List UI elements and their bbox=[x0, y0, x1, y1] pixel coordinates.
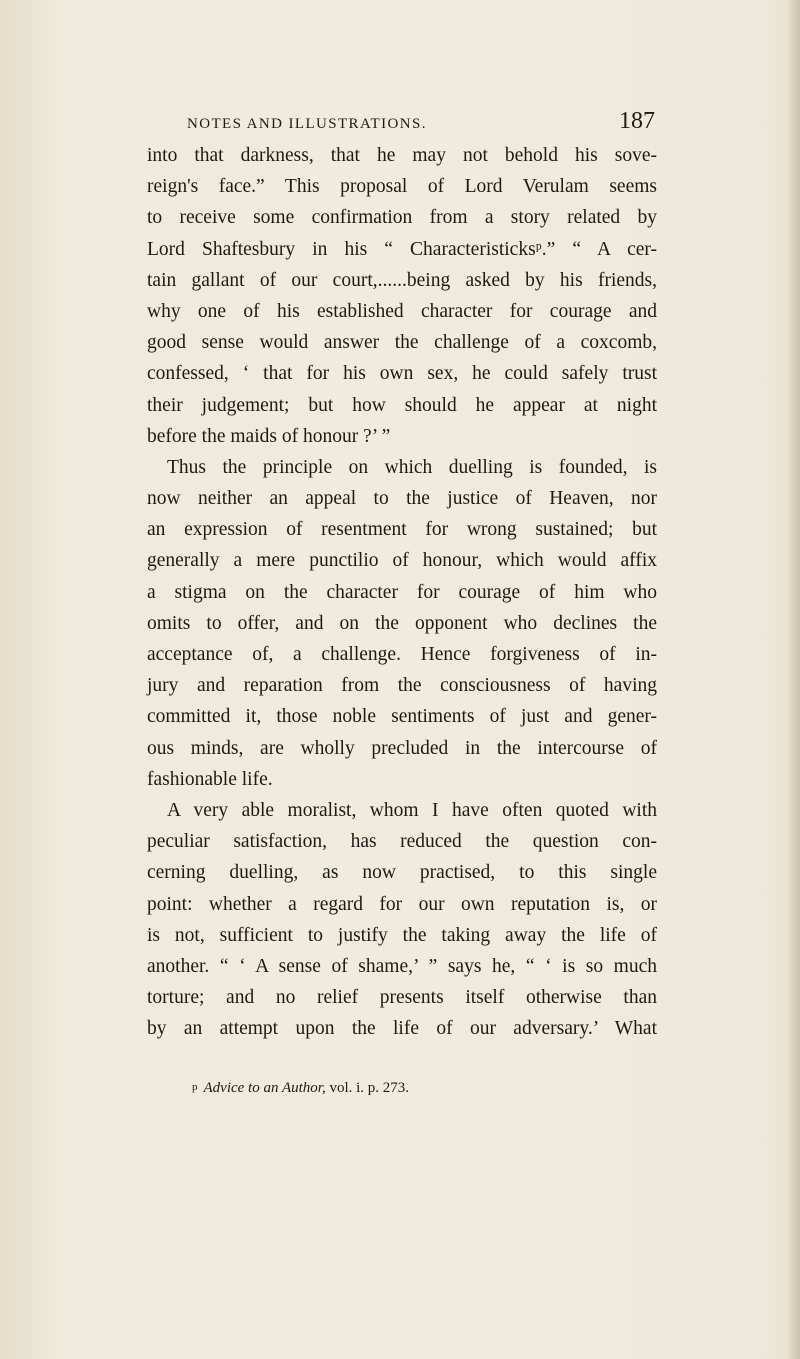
paragraph-end-line: before the maids of honour ?’ ” bbox=[147, 425, 391, 447]
text-line: peculiar satisfaction, has reduced the question con- bbox=[147, 831, 657, 853]
text-line: by an attempt upon the life of our adversary.’ What bbox=[147, 1018, 657, 1040]
footnote-title: Advice to an Author, bbox=[203, 1080, 326, 1096]
text-line: point: whether a regard for our own reputation is, or bbox=[147, 893, 657, 915]
footnote-marker: p bbox=[192, 1081, 198, 1093]
text-line: tain gallant of our court,......being asked by his friends, bbox=[147, 269, 657, 291]
text-line: generally a mere punctilio of honour, which would affix bbox=[147, 550, 657, 572]
paragraph-start-line: A very able moralist, whom I have often quoted with bbox=[167, 799, 657, 821]
paragraph-start-line: Thus the principle on which duelling is founded, is bbox=[167, 456, 657, 478]
text-line: Lord Shaftesbury in his “ Characteristicksᵖ.” “ A cer- bbox=[147, 238, 657, 260]
text-line: omits to offer, and on the opponent who declines the bbox=[147, 612, 657, 634]
text-line: an expression of resentment for wrong sustained; but bbox=[147, 519, 657, 541]
page-header bbox=[147, 108, 655, 138]
text-line: is not, sufficient to justify the taking away the life of bbox=[147, 924, 657, 946]
text-line: to receive some confirmation from a story related by bbox=[147, 207, 657, 229]
footnote bbox=[192, 1080, 409, 1097]
text-line: cerning duelling, as now practised, to this single bbox=[147, 862, 657, 884]
text-line: good sense would answer the challenge of a coxcomb, bbox=[147, 332, 657, 354]
text-line: why one of his established character for courage and bbox=[147, 300, 657, 322]
text-line: ous minds, are wholly precluded in the intercourse of bbox=[147, 737, 657, 759]
running-head: NOTES AND ILLUSTRATIONS. bbox=[187, 116, 427, 132]
text-line: committed it, those noble sentiments of just and gener- bbox=[147, 706, 657, 728]
text-line: torture; and no relief presents itself otherwise than bbox=[147, 987, 657, 1009]
text-line: their judgement; but how should he appear at night bbox=[147, 394, 657, 416]
text-line: reign's face.” This proposal of Lord Verulam seems bbox=[147, 176, 657, 198]
text-line: another. “ ‘ A sense of shame,’ ” says he, “ ‘ is so much bbox=[147, 955, 657, 977]
text-line: into that darkness, that he may not behold his sove- bbox=[147, 145, 657, 166]
page-number: 187 bbox=[619, 108, 655, 134]
text-line: acceptance of, a challenge. Hence forgiveness of in- bbox=[147, 644, 657, 665]
page-edge-shadow bbox=[786, 0, 800, 1359]
text-line: a stigma on the character for courage of him who bbox=[147, 581, 657, 603]
footnote-reference: vol. i. p. 273. bbox=[329, 1080, 410, 1096]
paragraph-end-line: fashionable life. bbox=[147, 768, 273, 790]
text-line: now neither an appeal to the justice of Heaven, nor bbox=[147, 488, 657, 510]
text-line: jury and reparation from the consciousness of having bbox=[147, 675, 657, 697]
body-text bbox=[147, 140, 657, 1044]
text-line: confessed, ‘ that for his own sex, he could safely trust bbox=[147, 363, 657, 385]
